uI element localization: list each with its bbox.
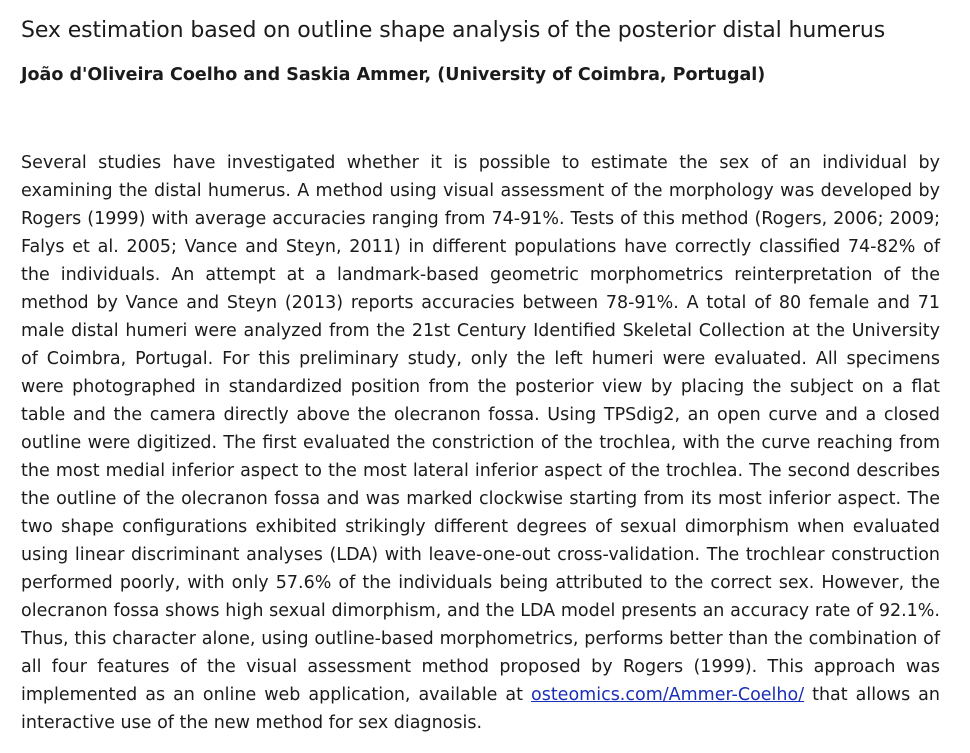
osteomics-link[interactable]: osteomics.com/Ammer-Coelho/ [531, 685, 805, 705]
abstract-text-after-link: that allows an interactive use of the new method for sex diagnosis. [21, 685, 940, 733]
paper-title: Sex estimation based on outline shape analysis of the posterior distal humerus [21, 18, 886, 43]
paper-authors: João d'Oliveira Coelho and Saskia Ammer, (University of Coimbra, Portugal) [21, 65, 766, 85]
abstract-body [21, 149, 940, 737]
abstract-text-before-link: Several studies have investigated whether it is possible to estimate the sex of an individual by examining the distal humerus. A method using visual assessment of the morphology was developed by Rogers (1999) with average accuracies ranging from 74-91%. Tests of this method (Rogers, 2006; 2009; Falys et al. 2005; Vance and Steyn, 2011) in different populations have correctly classified 74-82% of the individuals. An attempt at a landmark-based geometric morphometrics reinterpretation of the method by Vance and Steyn (2013) reports accuracies between 78-91%. A total of 80 female and 71 male distal humeri were analyzed from the 21st Century Identified Skeletal Collection at the University of Coimbra, Portugal. For this preliminary study, only the left humeri were evaluated. All specimens were photographed in standardized position from the posterior view by placing the subject on a flat table and the camera directly above the olecranon fossa. Using TPSdig2, an open curve and a closed outline were digitized. The first evaluated the constriction of the trochlea, with the curve reaching from the most medial inferior aspect to the most lateral inferior aspect of the trochlea. The second describes the outline of the olecranon fossa and was marked clockwise starting from its most inferior aspect. The two shape configurations exhibited strikingly different degrees of sexual dimorphism when evaluated using linear discriminant analyses (LDA) with leave-one-out cross-validation. The trochlear construction performed poorly, with only 57.6% of the individuals being attributed to the correct sex. However, the olecranon fossa shows high sexual dimorphism, and the LDA model presents an accuracy rate of 92.1%. Thus, this character alone, using outline-based morphometrics, performs better than the combination of all four features of the visual assessment method proposed by Rogers (1999). This approach was implemented as an online web application, available at [21, 153, 940, 705]
